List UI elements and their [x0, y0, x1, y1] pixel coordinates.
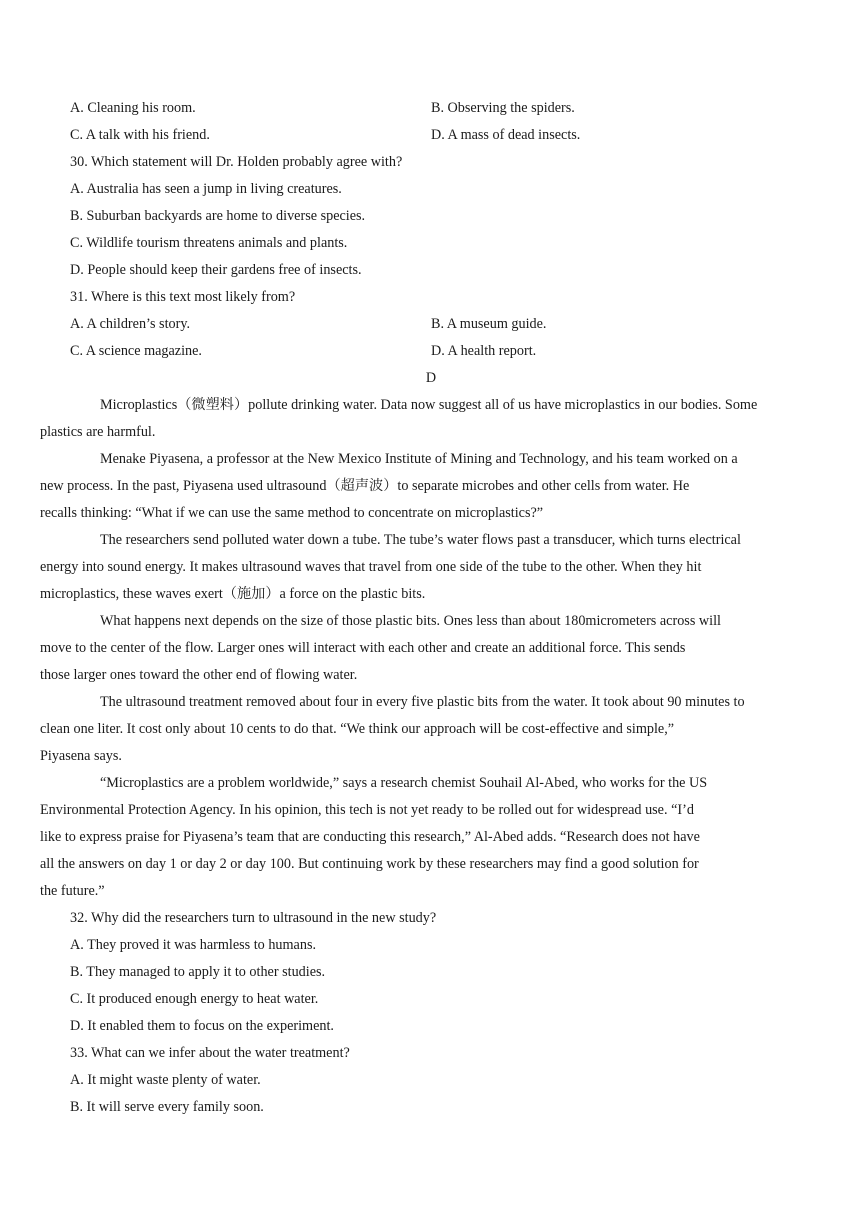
q31-option-d: D. A health report. [431, 343, 537, 359]
q32-option-d: D. It enabled them to focus on the experiment. [70, 1018, 334, 1034]
passage-line: all the answers on day 1 or day 2 or day 100. But continuing work by these researchers may find a good solution for [40, 856, 699, 872]
q29-options-row-2 [70, 122, 792, 149]
section-label: D [425, 370, 437, 386]
q33-option-a: A. It might waste plenty of water. [70, 1072, 261, 1088]
q29-options-row-1 [70, 95, 792, 122]
passage-line: Microplastics（微塑料）pollute drinking water. Data now suggest all of us have microplastics in our bodies. Some [100, 397, 758, 413]
q30-option-d: D. People should keep their gardens free of insects. [70, 262, 362, 278]
document-content [40, 95, 792, 1121]
q30-option-a: A. Australia has seen a jump in living creatures. [70, 181, 342, 197]
q31-options-row-1 [70, 311, 792, 338]
passage-line: The ultrasound treatment removed about four in every five plastic bits from the water. It took about 90 minutes to [100, 694, 745, 710]
q31-options-row-2 [70, 338, 792, 365]
q31-stem: 31. Where is this text most likely from? [70, 289, 296, 305]
q32-option-c: C. It produced enough energy to heat water. [70, 991, 319, 1007]
passage-line: Environmental Protection Agency. In his opinion, this tech is not yet ready to be rolled out for widespread use. “I’d [40, 802, 694, 818]
q30-option-b: B. Suburban backyards are home to diverse species. [70, 208, 366, 224]
q31-option-c: C. A science magazine. [70, 343, 202, 359]
passage-line: microplastics, these waves exert（施加）a force on the plastic bits. [40, 586, 426, 602]
passage-line: new process. In the past, Piyasena used ultrasound（超声波）to separate microbes and other cells from water. He [40, 478, 690, 494]
passage-line: recalls thinking: “What if we can use the same method to concentrate on microplastics?” [40, 505, 544, 521]
passage-line: like to express praise for Piyasena’s team that are conducting this research,” Al-Abed adds. “Research does not have [40, 829, 700, 845]
q29-option-c: C. A talk with his friend. [70, 127, 210, 143]
q29-option-d: D. A mass of dead insects. [431, 127, 581, 143]
passage-paragraph-6 [40, 770, 792, 905]
q33-stem: 33. What can we infer about the water treatment? [70, 1045, 350, 1061]
passage-line: The researchers send polluted water down a tube. The tube’s water flows past a transducer, which turns electrical [100, 532, 741, 548]
passage-line: move to the center of the flow. Larger ones will interact with each other and create an additional force. This sends [40, 640, 686, 656]
q31-option-b: B. A museum guide. [431, 316, 547, 332]
q29-option-a: A. Cleaning his room. [70, 100, 196, 116]
passage-line: the future.” [40, 883, 105, 899]
q32-option-a: A. They proved it was harmless to humans. [70, 937, 317, 953]
q32-option-b: B. They managed to apply it to other studies. [70, 964, 326, 980]
passage-line: plastics are harmful. [40, 424, 156, 440]
passage-paragraph-4 [40, 608, 792, 689]
passage-paragraph-3 [40, 527, 792, 608]
passage-line: clean one liter. It cost only about 10 cents to do that. “We think our approach will be cost-effective and simple,” [40, 721, 675, 737]
q30-stem: 30. Which statement will Dr. Holden probably agree with? [70, 154, 403, 170]
passage-line: energy into sound energy. It makes ultrasound waves that travel from one side of the tube to the other. When they hit [40, 559, 702, 575]
q30-option-c: C. Wildlife tourism threatens animals and plants. [70, 235, 348, 251]
passage-line: Menake Piyasena, a professor at the New Mexico Institute of Mining and Technology, and his team worked on a [100, 451, 738, 467]
passage-line: What happens next depends on the size of those plastic bits. Ones less than about 180micrometers across will [100, 613, 721, 629]
passage-line: those larger ones toward the other end of flowing water. [40, 667, 358, 683]
q31-option-a: A. A children’s story. [70, 316, 191, 332]
passage-paragraph-5 [40, 689, 792, 770]
passage-paragraph-2 [40, 446, 792, 527]
q29-option-b: B. Observing the spiders. [431, 100, 575, 116]
q32-stem: 32. Why did the researchers turn to ultrasound in the new study? [70, 910, 437, 926]
passage-line: Piyasena says. [40, 748, 122, 764]
passage-line: “Microplastics are a problem worldwide,” says a research chemist Souhail Al-Abed, who works for the US [100, 775, 708, 791]
passage-paragraph-1 [40, 392, 792, 446]
q33-option-b: B. It will serve every family soon. [70, 1099, 264, 1115]
